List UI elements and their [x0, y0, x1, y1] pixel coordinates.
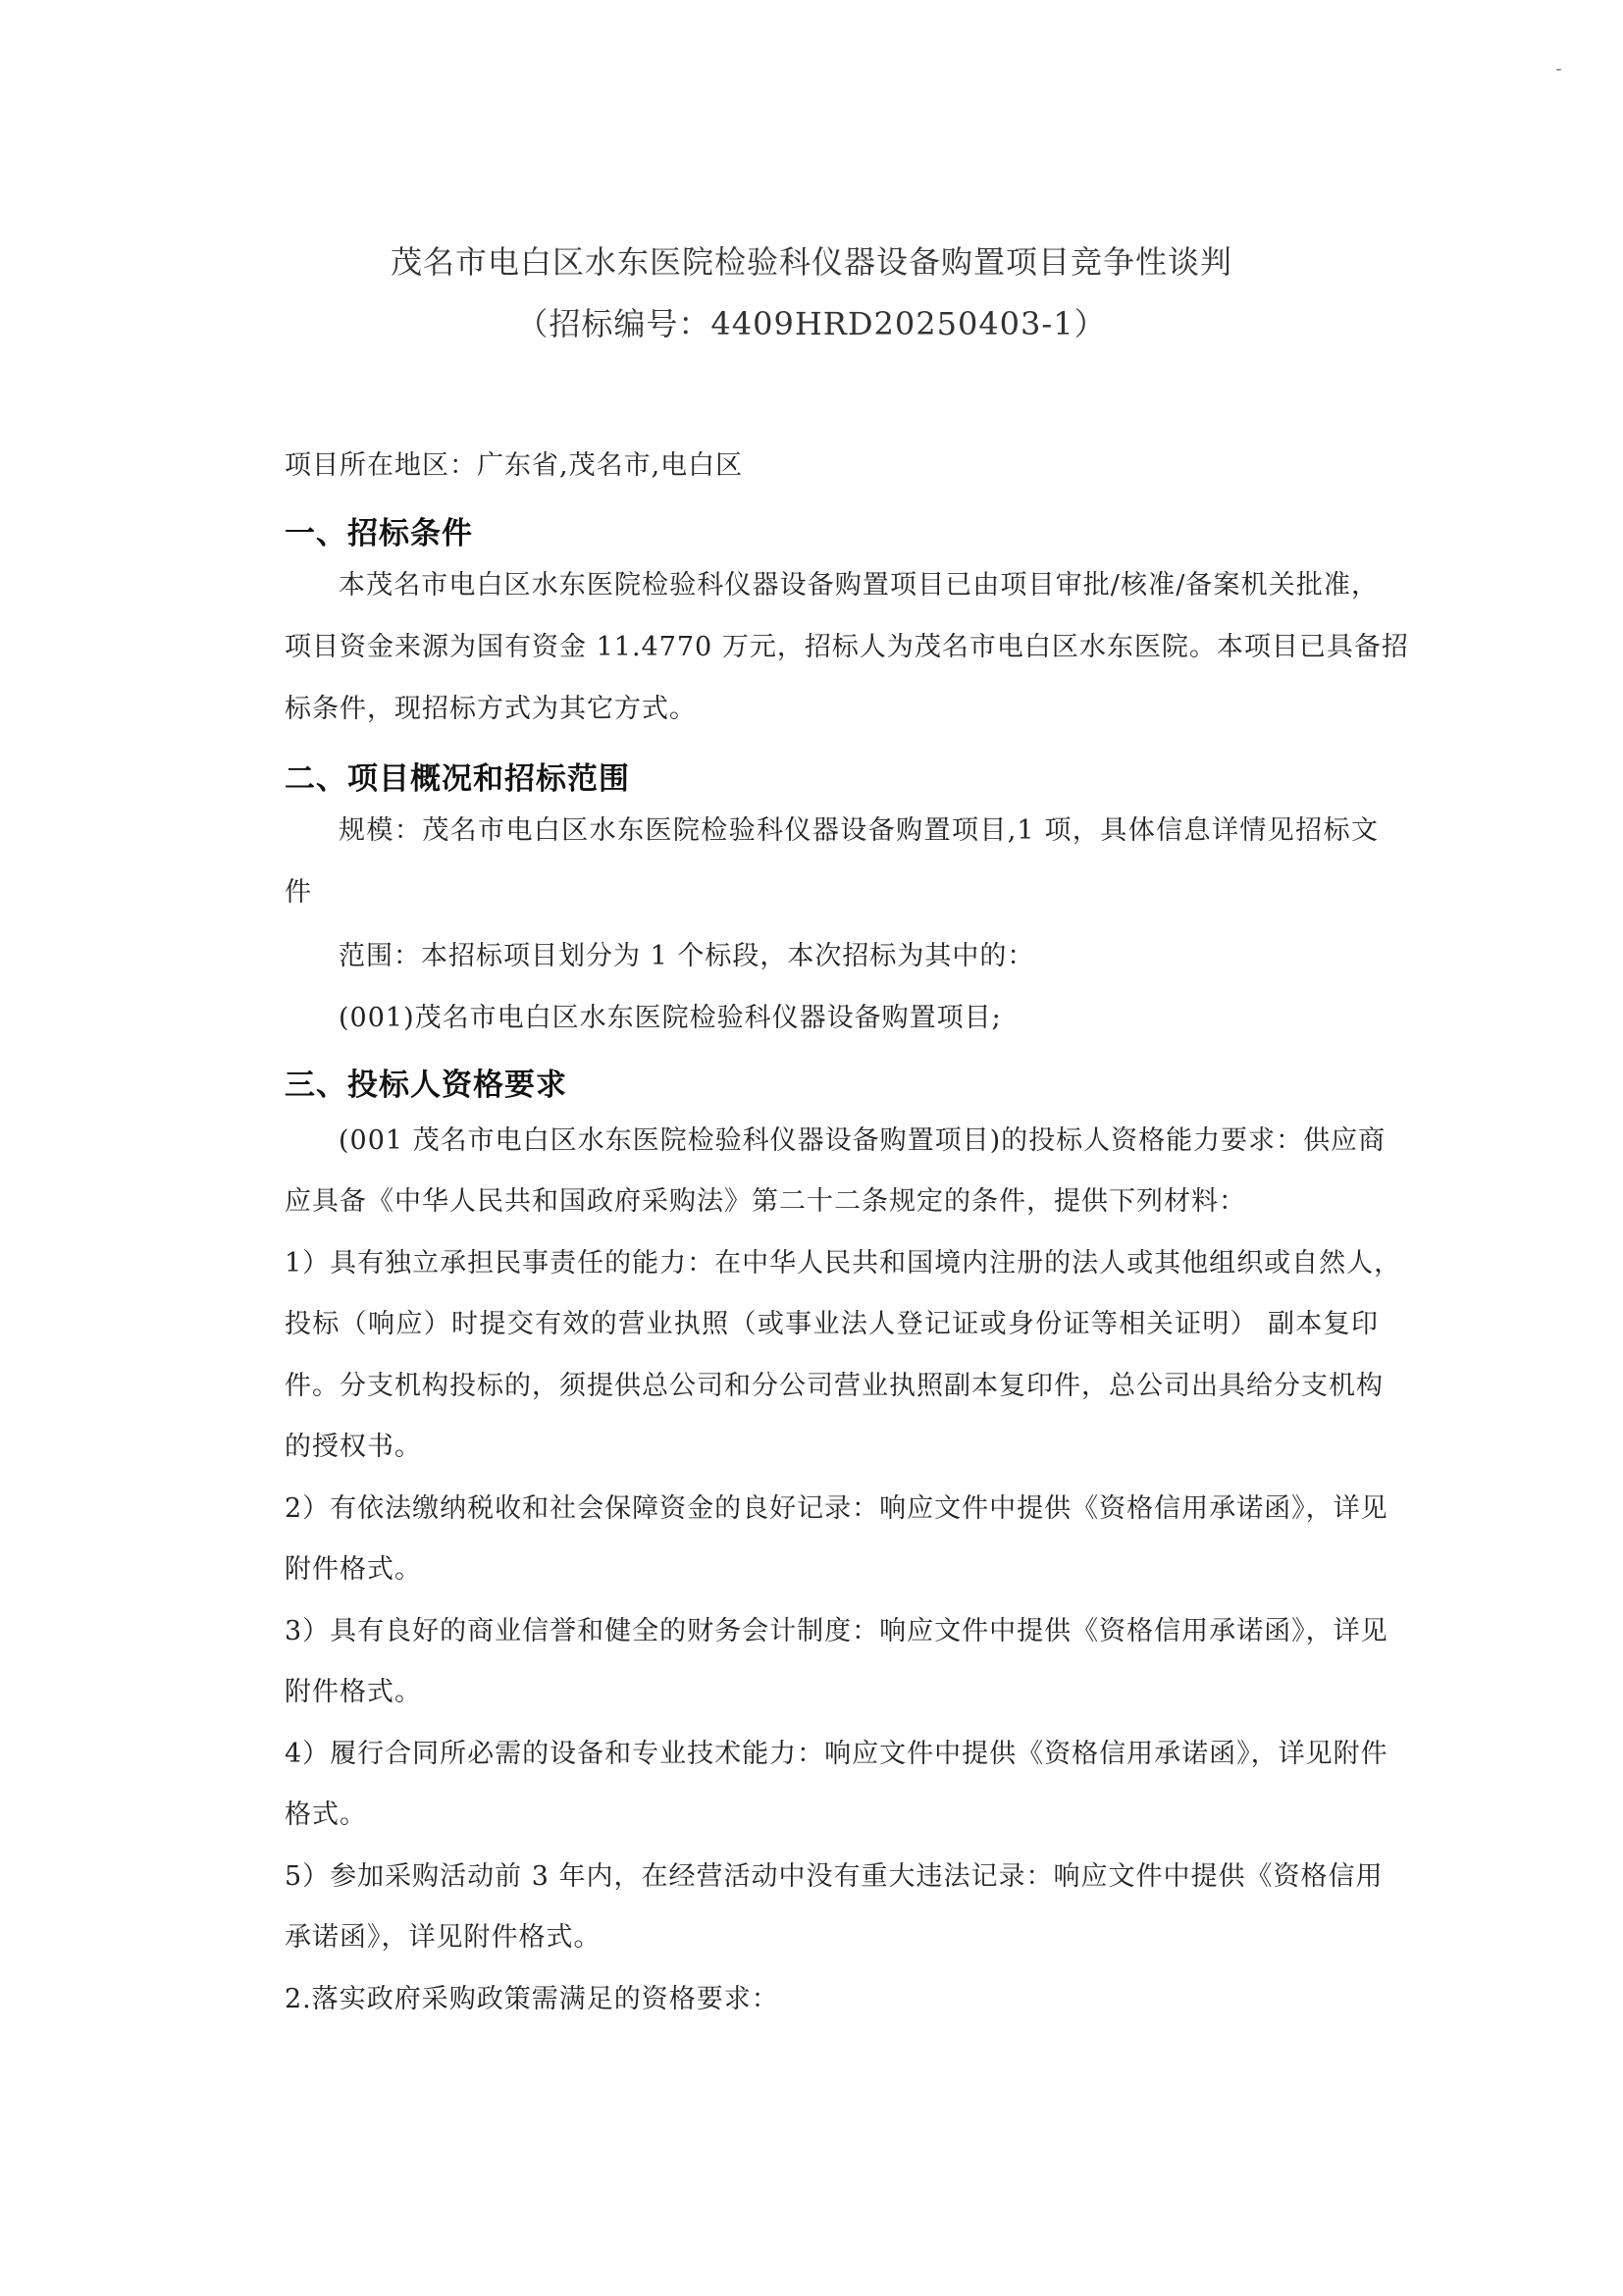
requirement-item-1: 件。分支机构投标的，须提供总公司和分公司营业执照副本复印件，总公司出具给分支机构	[285, 1371, 1384, 1401]
paragraph-line: 应具备《中华人民共和国政府采购法》第二十二条规定的条件，提供下列材料：	[285, 1186, 1246, 1217]
section-heading-bidder-qualifications: 三、投标人资格要求	[285, 1068, 567, 1103]
tender-number: （招标编号：4409HRD20250403-1）	[516, 305, 1107, 342]
paragraph-line: 规模：茂名市电白区水东医院检验科仪器设备购置项目,1 项，具体信息详情见招标文	[339, 815, 1379, 846]
scan-speck	[1556, 69, 1561, 71]
requirement-item-5: 5）参加采购活动前 3 年内，在经营活动中没有重大违法记录：响应文件中提供《资格信用	[285, 1861, 1384, 1892]
paragraph-line: 项目资金来源为国有资金 11.4770 万元，招标人为茂名市电白区水东医院。本项目已具备招	[285, 632, 1409, 662]
document-title: 茂名市电白区水东医院检验科仪器设备购置项目竞争性谈判	[390, 243, 1232, 281]
requirement-item-1: 1）具有独立承担民事责任的能力：在中华人民共和国境内注册的法人或其他组织或自然人，	[285, 1248, 1402, 1278]
paragraph-line: 本茂名市电白区水东医院检验科仪器设备购置项目已由项目审批/核准/备案机关批准，	[339, 570, 1379, 600]
policy-requirement: 2.落实政府采购政策需满足的资格要求：	[285, 1984, 779, 2014]
project-location: 项目所在地区：广东省,茂名市,电白区	[285, 450, 744, 481]
lot-line: (001)茂名市电白区水东医院检验科仪器设备购置项目;	[339, 1003, 1002, 1033]
paragraph-line: 件	[285, 877, 312, 908]
section-heading-project-overview: 二、项目概况和招标范围	[285, 761, 630, 797]
requirement-item-2: 2）有依法缴纳税收和社会保障资金的良好记录：响应文件中提供《资格信用承诺函》，详见	[285, 1493, 1388, 1524]
requirement-item-1: 投标（响应）时提交有效的营业执照（或事业法人登记证或身份证等相关证明） 副本复印	[285, 1309, 1379, 1339]
scope-line: 范围：本招标项目划分为 1 个标段，本次招标为其中的：	[339, 941, 1035, 971]
requirement-item-4: 4）履行合同所必需的设备和专业技术能力：响应文件中提供《资格信用承诺函》，详见附件	[285, 1739, 1388, 1769]
section-heading-tender-conditions: 一、招标条件	[285, 516, 473, 551]
requirement-item-3: 3）具有良好的商业信誉和健全的财务会计制度：响应文件中提供《资格信用承诺函》，详见	[285, 1616, 1388, 1646]
paragraph-line: 标条件，现招标方式为其它方式。	[285, 694, 697, 724]
requirement-item-2: 附件格式。	[285, 1554, 422, 1585]
requirement-item-5: 承诺函》，详见附件格式。	[285, 1922, 602, 1953]
requirement-item-3: 附件格式。	[285, 1677, 422, 1707]
requirement-item-4: 格式。	[285, 1800, 367, 1830]
requirement-item-1: 的授权书。	[285, 1432, 422, 1462]
paragraph-line: (001 茂名市电白区水东医院检验科仪器设备购置项目)的投标人资格能力要求：供应商	[339, 1125, 1387, 1156]
